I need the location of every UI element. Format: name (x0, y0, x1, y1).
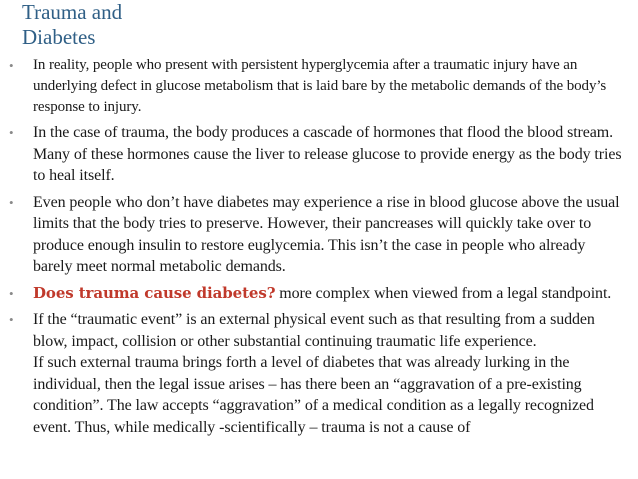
bullet-list (0, 55, 638, 444)
slide-title-line-1: Trauma and (22, 0, 123, 24)
bullet-highlight-question: Does trauma cause diabetes? (33, 283, 276, 302)
bullet-item (0, 192, 638, 278)
bullet-icon: • (9, 58, 14, 73)
bullet-text-continuation: If such external trauma brings forth a level of diabetes that was already lurking in the individual, then the legal issue arises – has there been an “aggravation of a pre-existing condition”. The law accepts “aggravation” of a medical condition as a legally recognized event. Thus, while medically -scientifically – trauma is not a cause of (33, 354, 594, 436)
bullet-text: In reality, people who present with persistent hyperglycemia after a traumatic injury have an underlying defect in glucose metabolism that is laid bare by the metabolic demands of the body’s response to injury. (33, 57, 607, 115)
slide-title (22, 0, 222, 50)
bullet-icon: • (9, 285, 14, 301)
bullet-item (0, 309, 638, 438)
bullet-text: Even people who don’t have diabetes may experience a rise in blood glucose above the usual limits that the body tries to preserve. However, their pancreases will quickly take over to produce enough insulin to restore euglycemia. This isn’t the case in people who already barely meet normal metabolic demands. (33, 193, 620, 275)
bullet-icon: • (9, 312, 14, 327)
bullet-text: more complex when viewed from a legal standpoint. (275, 284, 612, 302)
slide-title-line-2: Diabetes (22, 25, 96, 49)
bullet-item (0, 55, 638, 118)
bullet-text: If the “traumatic event” is an external physical event such as that resulting from a sudden blow, impact, collision or other substantial continuing traumatic life experience. (33, 311, 595, 350)
bullet-text: In the case of trauma, the body produces a cascade of hormones that flood the blood stream. Many of these hormones cause the liver to release glucose to provide energy as the body tries to heal itself. (33, 124, 622, 184)
bullet-icon: • (9, 194, 14, 210)
bullet-item (0, 283, 638, 305)
bullet-item (0, 122, 638, 187)
bullet-icon: • (9, 125, 14, 140)
